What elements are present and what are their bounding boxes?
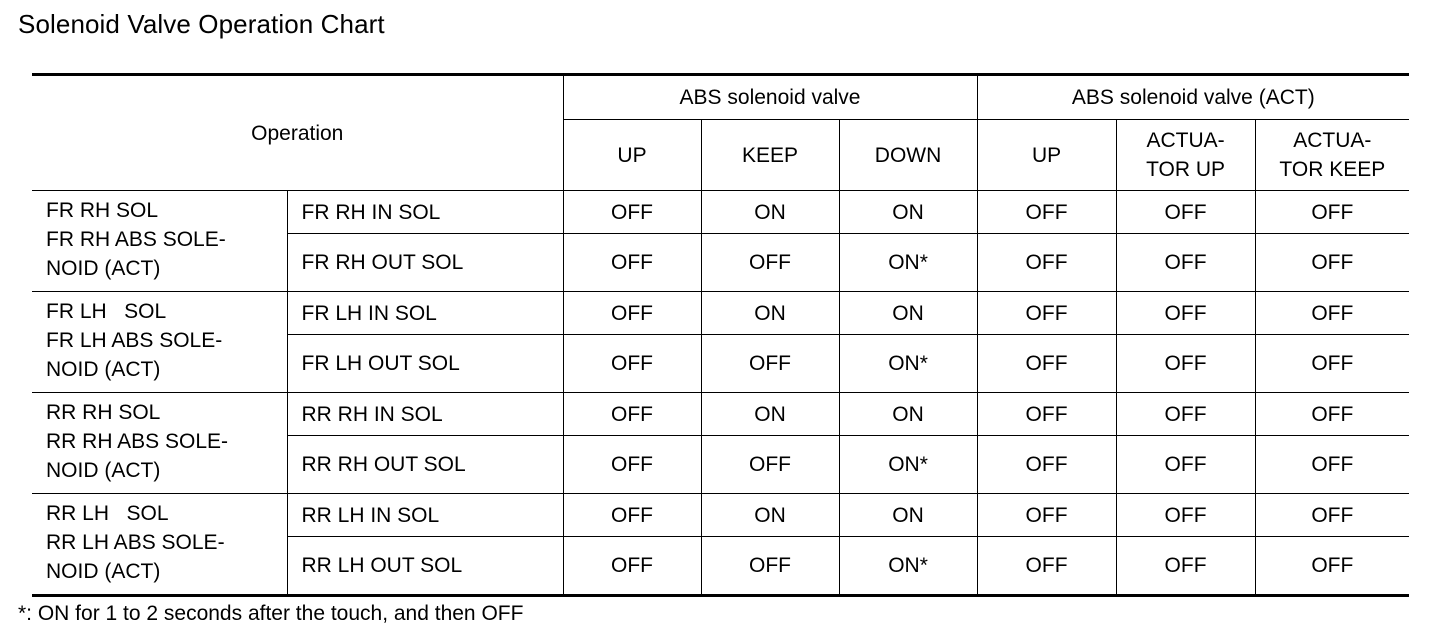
- state-cell: ON: [839, 191, 977, 234]
- table-row: [32, 494, 1409, 537]
- footnote: *: ON for 1 to 2 seconds after the touch, and then OFF: [18, 602, 524, 625]
- state-cell: OFF: [1255, 335, 1409, 393]
- state-cell: ON*: [839, 335, 977, 393]
- solenoid-name: FR RH IN SOL: [287, 191, 563, 234]
- table-row: [32, 292, 1409, 335]
- state-cell: OFF: [1116, 335, 1255, 393]
- group-label: RR LH SOL RR LH ABS SOLE- NOID (ACT): [32, 494, 287, 596]
- state-cell: OFF: [1255, 292, 1409, 335]
- state-cell: ON: [701, 292, 839, 335]
- solenoid-name: RR LH IN SOL: [287, 494, 563, 537]
- state-cell: OFF: [977, 335, 1116, 393]
- state-cell: OFF: [701, 335, 839, 393]
- state-cell: OFF: [1116, 436, 1255, 494]
- state-cell: OFF: [563, 494, 701, 537]
- solenoid-name: FR LH IN SOL: [287, 292, 563, 335]
- state-cell: OFF: [563, 191, 701, 234]
- state-cell: ON: [839, 494, 977, 537]
- group-header-abs-solenoid-valve: ABS solenoid valve: [563, 75, 977, 120]
- operation-header: Operation: [32, 75, 563, 191]
- state-cell: OFF: [1116, 393, 1255, 436]
- state-cell: OFF: [701, 436, 839, 494]
- column-header-col-act-up: UP: [977, 120, 1116, 191]
- state-cell: OFF: [977, 537, 1116, 596]
- state-cell: OFF: [563, 335, 701, 393]
- column-header-col-up: UP: [563, 120, 701, 191]
- state-cell: OFF: [977, 393, 1116, 436]
- state-cell: ON*: [839, 537, 977, 596]
- solenoid-name: RR RH IN SOL: [287, 393, 563, 436]
- state-cell: OFF: [1255, 393, 1409, 436]
- solenoid-name: RR LH OUT SOL: [287, 537, 563, 596]
- state-cell: OFF: [701, 537, 839, 596]
- state-cell: ON: [839, 292, 977, 335]
- state-cell: OFF: [1255, 436, 1409, 494]
- state-cell: OFF: [563, 234, 701, 292]
- column-header-col-keep: KEEP: [701, 120, 839, 191]
- group-label: FR LH SOL FR LH ABS SOLE- NOID (ACT): [32, 292, 287, 393]
- state-cell: OFF: [563, 436, 701, 494]
- state-cell: OFF: [977, 234, 1116, 292]
- state-cell: OFF: [563, 537, 701, 596]
- state-cell: OFF: [1116, 234, 1255, 292]
- state-cell: OFF: [1116, 292, 1255, 335]
- state-cell: OFF: [977, 436, 1116, 494]
- state-cell: OFF: [1116, 191, 1255, 234]
- state-cell: OFF: [1116, 537, 1255, 596]
- solenoid-name: FR RH OUT SOL: [287, 234, 563, 292]
- page-title: Solenoid Valve Operation Chart: [18, 9, 385, 39]
- solenoid-valve-operation-table: [32, 73, 1409, 597]
- state-cell: OFF: [977, 494, 1116, 537]
- state-cell: ON*: [839, 436, 977, 494]
- state-cell: ON: [701, 494, 839, 537]
- state-cell: ON*: [839, 234, 977, 292]
- state-cell: OFF: [1255, 537, 1409, 596]
- group-label: RR RH SOL RR RH ABS SOLE- NOID (ACT): [32, 393, 287, 494]
- state-cell: OFF: [1255, 234, 1409, 292]
- state-cell: OFF: [977, 292, 1116, 335]
- state-cell: ON: [839, 393, 977, 436]
- solenoid-name: FR LH OUT SOL: [287, 335, 563, 393]
- table-row: [32, 393, 1409, 436]
- state-cell: OFF: [1255, 494, 1409, 537]
- header-row-groups: [32, 75, 1409, 120]
- column-header-col-down: DOWN: [839, 120, 977, 191]
- state-cell: OFF: [1116, 494, 1255, 537]
- table-row: [32, 191, 1409, 234]
- state-cell: OFF: [701, 234, 839, 292]
- solenoid-name: RR RH OUT SOL: [287, 436, 563, 494]
- state-cell: OFF: [563, 292, 701, 335]
- state-cell: ON: [701, 393, 839, 436]
- group-header-abs-solenoid-valve-act: ABS solenoid valve (ACT): [977, 75, 1409, 120]
- column-header-col-actuator-keep: ACTUA- TOR KEEP: [1255, 120, 1409, 191]
- column-header-col-actuator-up: ACTUA- TOR UP: [1116, 120, 1255, 191]
- state-cell: OFF: [563, 393, 701, 436]
- group-label: FR RH SOL FR RH ABS SOLE- NOID (ACT): [32, 191, 287, 292]
- state-cell: ON: [701, 191, 839, 234]
- state-cell: OFF: [1255, 191, 1409, 234]
- state-cell: OFF: [977, 191, 1116, 234]
